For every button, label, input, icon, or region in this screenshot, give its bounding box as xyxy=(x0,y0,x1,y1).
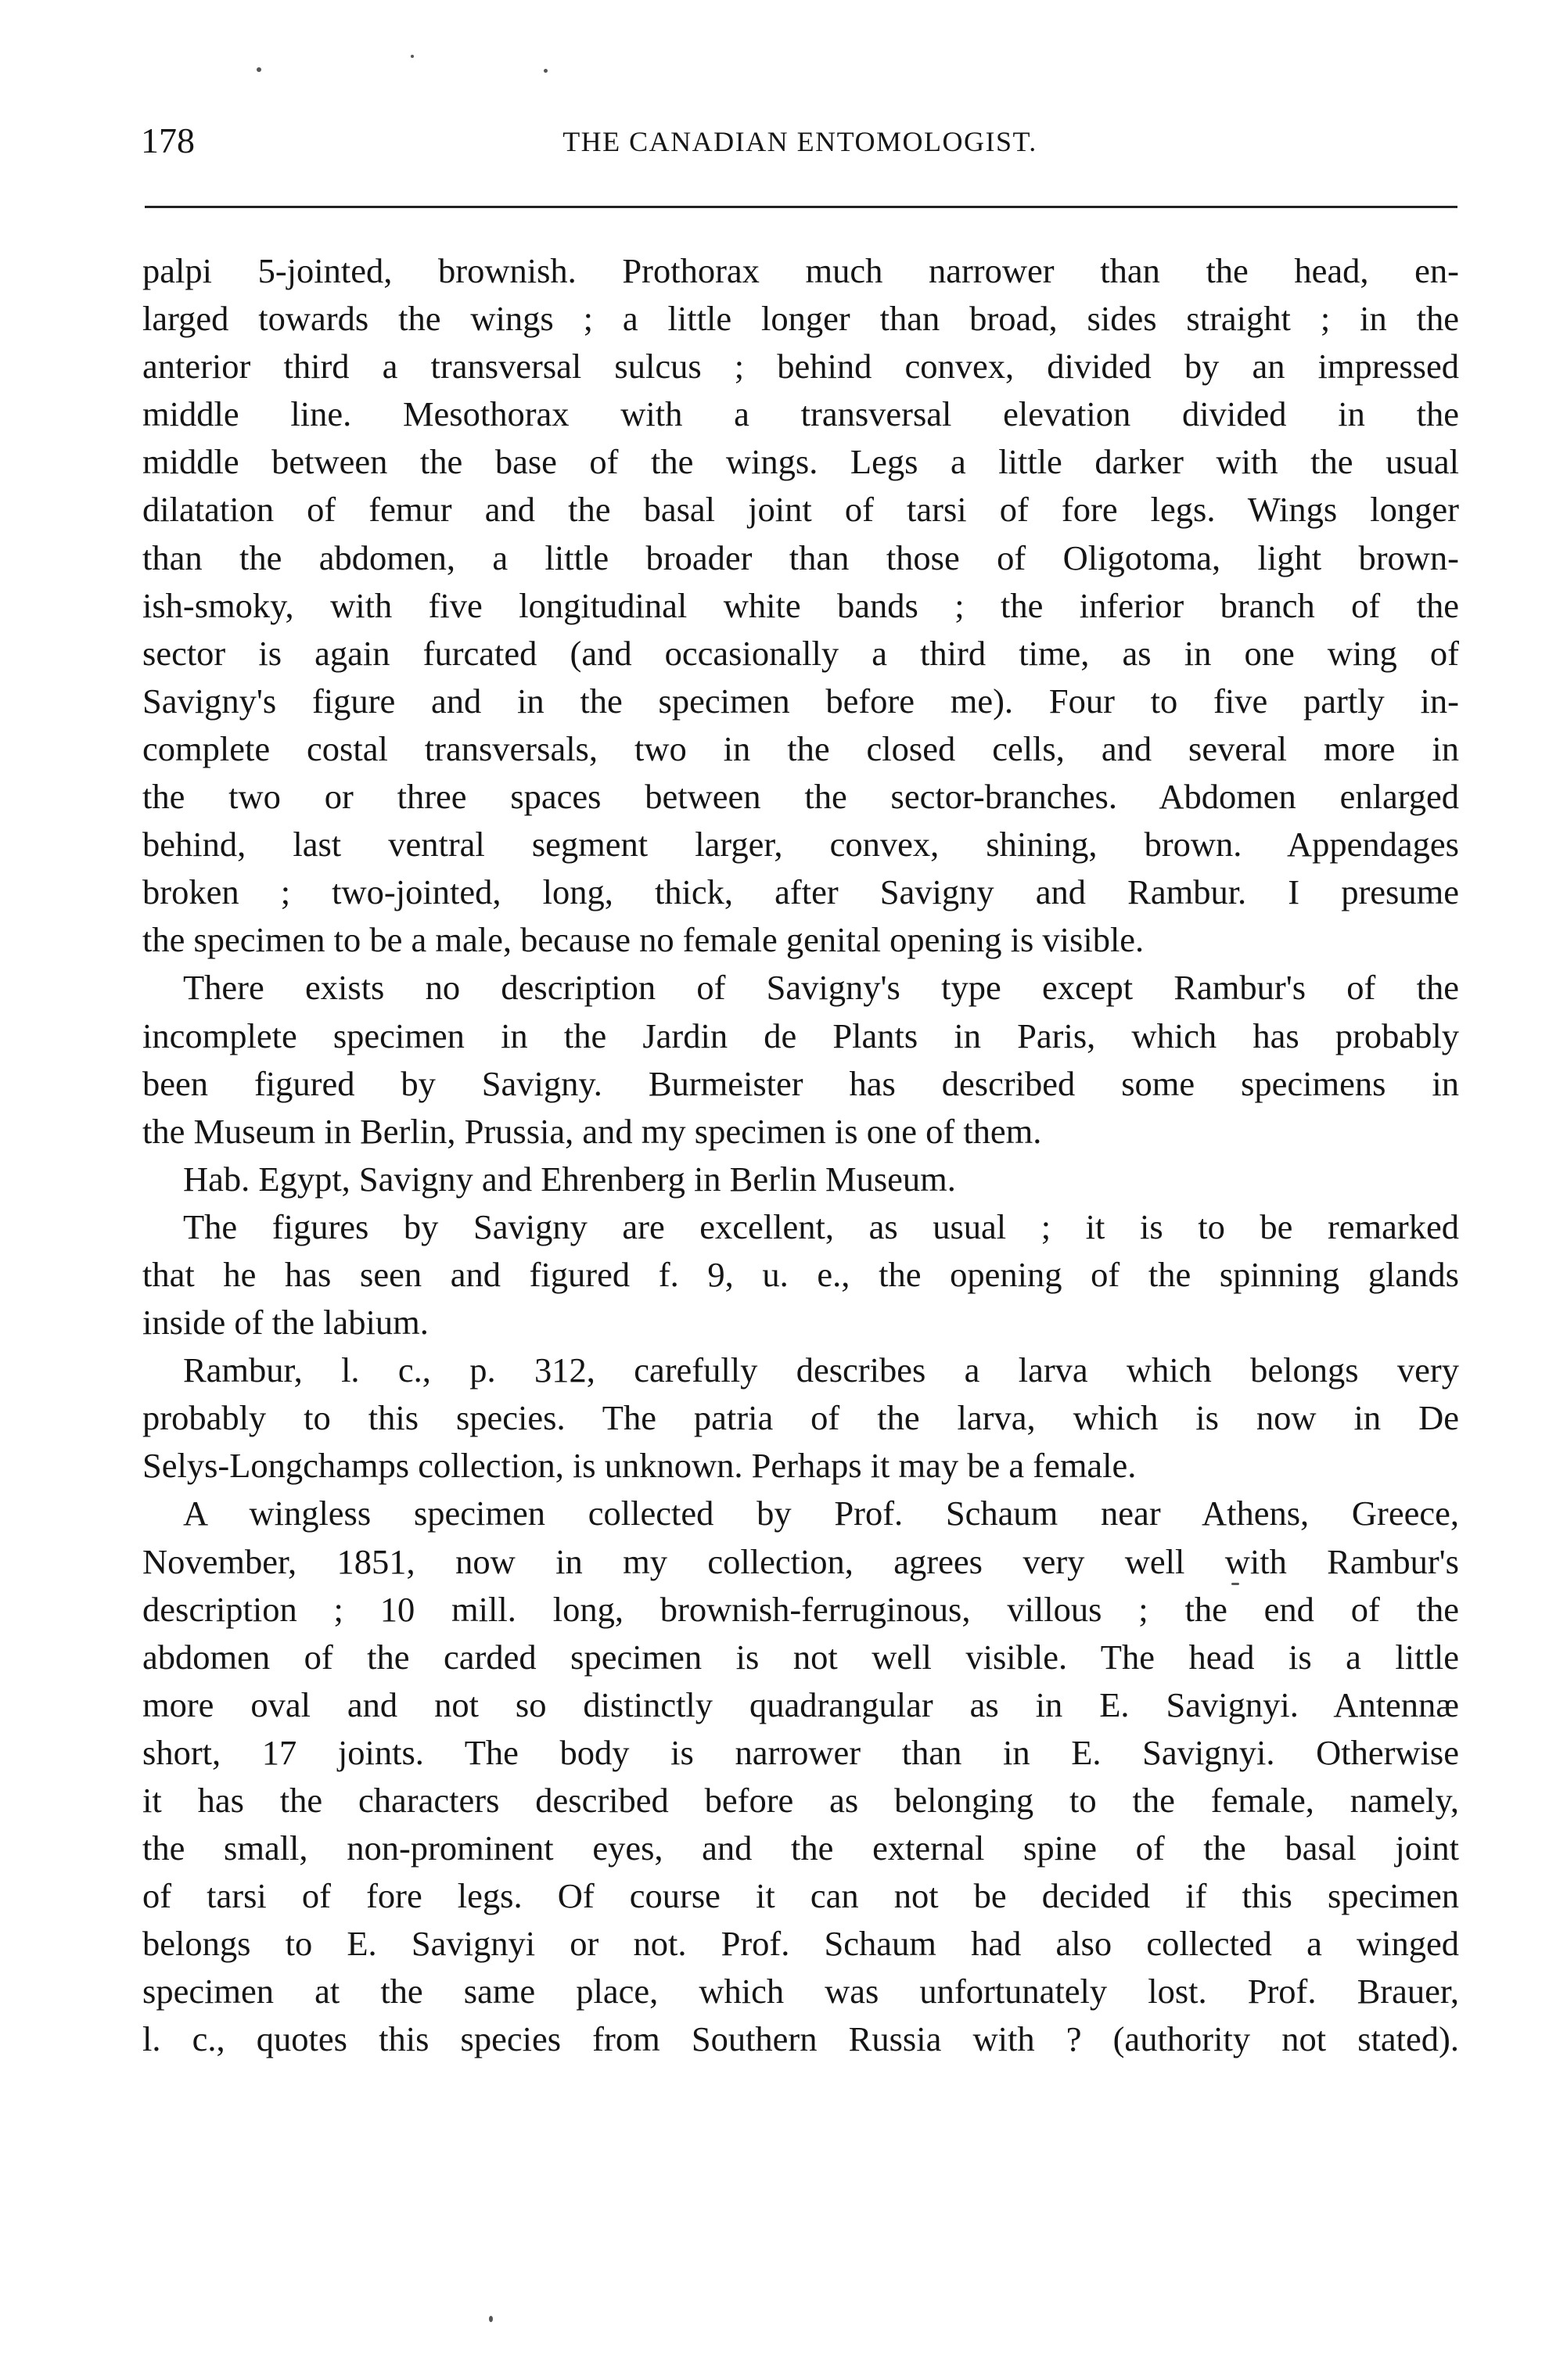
text-line: incomplete specimen in the Jardin de Plants in Paris, which has probably xyxy=(142,1016,1459,1055)
text-line: Savigny's figure and in the specimen before me). Four to five partly in- xyxy=(142,681,1459,721)
text-line: ish-smoky, with five longitudinal white bands ; the inferior branch of the xyxy=(142,585,1459,625)
text-line: than the abdomen, a little broader than those of Oligotoma, light brown- xyxy=(142,537,1459,577)
paragraph xyxy=(142,1203,1459,1346)
speck-mark xyxy=(489,2316,493,2322)
text-line: been figured by Savigny. Burmeister has described some specimens in xyxy=(142,1063,1459,1103)
text-line: sector is again furcated (and occasionally a third time, as in one wing of xyxy=(142,633,1459,673)
running-title: THE CANADIAN ENTOMOLOGIST. xyxy=(562,126,1037,157)
paragraph xyxy=(142,1490,1459,2063)
page-header xyxy=(141,117,1459,180)
text-line: broken ; two-jointed, long, thick, after Savigny and Rambur. I presume xyxy=(142,872,1459,912)
text-line: more oval and not so distinctly quadrangular as in E. Savignyi. Antennæ xyxy=(142,1684,1459,1724)
text-line: inside of the labium. xyxy=(142,1303,429,1343)
text-line: abdomen of the carded specimen is not well visible. The head is a little xyxy=(142,1637,1459,1677)
text-line: complete costal transversals, two in the closed cells, and several more in xyxy=(142,728,1459,768)
text-line: dilatation of femur and the basal joint of tarsi of fore legs. Wings longer xyxy=(142,490,1459,530)
text-line: the Museum in Berlin, Prussia, and my specimen is one of them. xyxy=(142,1111,1042,1151)
text-line: the small, non-prominent eyes, and the external spine of the basal joint xyxy=(142,1828,1459,1868)
paragraph xyxy=(142,964,1459,1155)
text-line: Hab. Egypt, Savigny and Ehrenberg in Berlin Museum. xyxy=(183,1159,956,1199)
text-line: behind, last ventral segment larger, convex, shining, brown. Appendages xyxy=(142,825,1459,865)
paragraph xyxy=(142,1346,1459,1490)
text-line: specimen at the same place, which was unfortunately lost. Prof. Brauer, xyxy=(142,1972,1459,2011)
text-line: probably to this species. The patria of the larva, which is now in De xyxy=(142,1398,1459,1438)
speck-mark xyxy=(544,69,548,73)
paragraph xyxy=(142,1156,1459,1203)
page-number: 178 xyxy=(141,120,195,160)
speck-mark xyxy=(411,55,414,58)
text-line: l. c., quotes this species from Southern Russia with ? (authority not stated). xyxy=(142,2019,1459,2059)
text-line: belongs to E. Savignyi or not. Prof. Schaum had also collected a winged xyxy=(142,1924,1459,1964)
text-line: larged towards the wings ; a little longer than broad, sides straight ; in the xyxy=(142,299,1459,339)
header-rule xyxy=(145,206,1457,208)
text-line: short, 17 joints. The body is narrower than in E. Savignyi. Otherwise xyxy=(142,1732,1459,1772)
text-line: the two or three spaces between the sector-branches. Abdomen enlarged xyxy=(142,777,1459,817)
text-line: it has the characters described before as belonging to the female, namely, xyxy=(142,1781,1459,1820)
paragraph xyxy=(142,247,1459,964)
text-line: The figures by Savigny are excellent, as usual ; it is to be remarked xyxy=(183,1206,1459,1246)
text-line: middle between the base of the wings. Legs a little darker with the usual xyxy=(142,442,1459,482)
text-line: description ; 10 mill. long, brownish-ferruginous, villous ; the end of the xyxy=(142,1589,1459,1629)
text-line: Selys-Longchamps collection, is unknown. Perhaps it may be a female. xyxy=(142,1446,1137,1486)
text-line: Rambur, l. c., p. 312, carefully describes a larva which belongs very xyxy=(183,1350,1459,1390)
text-line: A wingless specimen collected by Prof. Schaum near Athens, Greece, xyxy=(183,1494,1459,1533)
text-line: of tarsi of fore legs. Of course it can not be decided if this specimen xyxy=(142,1876,1459,1916)
text-line: that he has seen and figured f. 9, u. e., the opening of the spinning glands xyxy=(142,1254,1459,1294)
text-line: the specimen to be a male, because no female genital opening is visible. xyxy=(142,920,1145,960)
speck-mark xyxy=(257,67,261,72)
text-line: middle line. Mesothorax with a transversal elevation divided in the xyxy=(142,394,1459,434)
text-line: anterior third a transversal sulcus ; behind convex, divided by an impressed xyxy=(142,347,1459,386)
text-line: November, 1851, now in my collection, agrees very well with Rambur's xyxy=(142,1541,1459,1581)
text-line: There exists no description of Savigny's type except Rambur's of the xyxy=(183,968,1459,1008)
text-line: palpi 5-jointed, brownish. Prothorax much narrower than the head, en- xyxy=(142,251,1459,290)
article-body xyxy=(142,247,1459,2064)
